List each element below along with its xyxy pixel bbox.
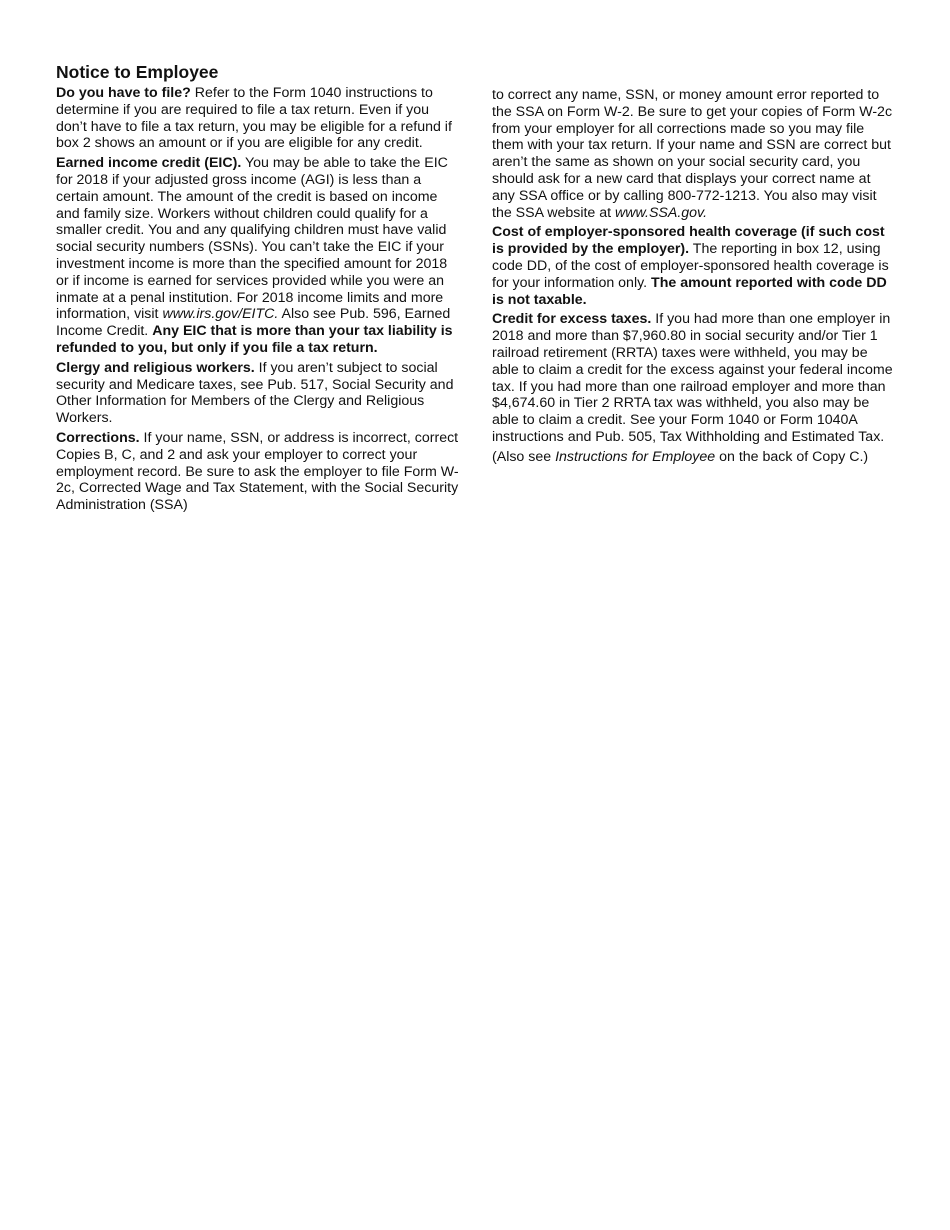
section-body: If your name, SSN, or address is incorrect, correct Copies B, C, and 2 and ask your employer to correct your employment record. Be sure to ask the employer to file Form W-2c, Corrected Wage and Tax Statement, with the Social Security Administration (SSA) [56, 429, 459, 514]
eitc-website: www.irs.gov/EITC. [162, 306, 279, 323]
section-excess-taxes [492, 311, 896, 445]
section-health-coverage [492, 224, 896, 308]
section-body: to correct any name, SSN, or money amount error reported to the SSA on Form W-2. Be sure to get your copies of Form W-2c from your employer for all corrections made so you may file them with your tax return. If your name and SSN are correct but aren’t the same as shown on your social security card, you should ask for a new card that displays your correct name at any SSA office or by calling 800-772-1213. You also may visit the SSA website at [492, 87, 893, 221]
page-title: Notice to Employee [56, 62, 219, 82]
section-earned-income-credit [56, 155, 462, 357]
eic-refund-note: Any EIC that is more than your tax liability is refunded to you, but only if you file a tax return. [56, 323, 453, 356]
section-corrections-continued [492, 87, 896, 221]
also-see-suffix: on the back of Copy C.) [715, 448, 869, 465]
section-body-continued: Also see Pub. 596, Earned Income Credit. [56, 306, 451, 340]
right-column [492, 87, 896, 469]
section-clergy-religious-workers [56, 360, 462, 427]
section-do-you-have-to-file [56, 85, 462, 152]
section-body: If you had more than one employer in 2018 and more than $7,960.80 in social security and/or Tier 1 railroad retirement (RRTA) taxes were withheld, you may be able to claim a credit for the excess against your federal income tax. If you had more than one railroad employer and more than $4,674.60 in Tier 2 RRTA tax was withheld, you also may be able to claim a credit. See your Form 1040 or Form 1040A instructions and Pub. 505, Tax Withholding and Estimated Tax. [492, 311, 893, 445]
section-heading: Corrections. [56, 429, 140, 446]
section-heading: Earned income credit (EIC). [56, 155, 242, 172]
section-body: Refer to the Form 1040 instructions to determine if you are required to file a tax return. Even if you don’t have to file a tax return, you may be eligible for a refund if box 2 shows an amount or if you are eligible for any credit. [56, 85, 452, 152]
section-heading: Credit for excess taxes. [492, 311, 652, 328]
ssa-website: www.SSA.gov. [615, 204, 708, 221]
left-column [56, 85, 462, 517]
also-see-prefix: (Also see [492, 448, 556, 465]
section-body: The reporting in box 12, using code DD, of the cost of employer-sponsored health coverage is for your information only. [492, 241, 889, 291]
section-corrections [56, 430, 462, 514]
section-heading: Clergy and religious workers. [56, 359, 255, 376]
section-heading: Cost of employer-sponsored health coverage (if such cost is provided by the employer). [492, 224, 885, 258]
instructions-title: Instructions for Employee [555, 448, 716, 465]
section-heading: Do you have to file? [56, 85, 191, 101]
section-body: You may be able to take the EIC for 2018 if your adjusted gross income (AGI) is less than a certain amount. The amount of the credit is based on income and family size. Workers without children could qualify for a smaller credit. You and any qualifying children must have valid social security numbers (SSNs). You can’t take the EIC if your investment income is more than the specified amount for 2018 or if income is earned for services provided while you were an inmate at a penal institution. For 2018 income limits and more information, visit [56, 155, 448, 323]
also-see-note [492, 449, 896, 466]
code-dd-note: The amount reported with code DD is not taxable. [492, 274, 887, 308]
section-body: If you aren’t subject to social security and Medicare taxes, see Pub. 517, Social Security and Other Information for Members of the Clergy and Religious Workers. [56, 359, 454, 427]
